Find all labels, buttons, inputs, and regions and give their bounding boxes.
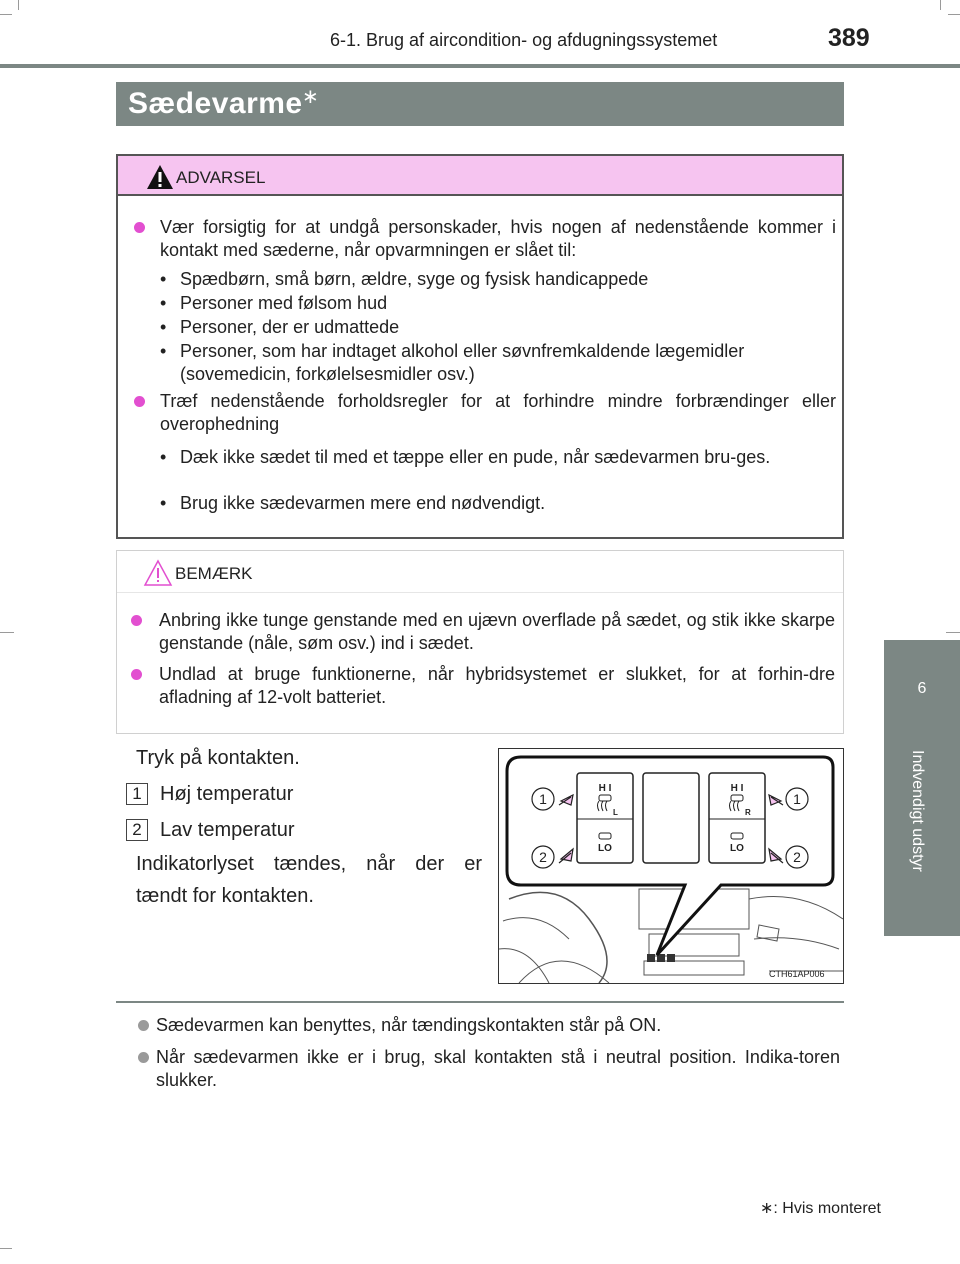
seat-heater-switch-figure	[498, 748, 844, 984]
callout-number: 1	[539, 791, 547, 807]
figure-code: CTH61AP006	[769, 969, 825, 979]
note-heading: BEMÆRK	[175, 564, 253, 583]
warning-header	[118, 156, 842, 196]
sub-bullet-icon: •	[160, 293, 167, 313]
bullet-icon	[134, 222, 145, 233]
header-rule	[0, 64, 960, 68]
crop-mark	[940, 0, 941, 10]
footer-note: Sædevarmen kan benyttes, når tændingskontakten står på ON.	[156, 1015, 662, 1035]
warning-subitem: Personer, der er udmattede	[180, 317, 400, 337]
warning-subitem: Dæk ikke sædet til med et tæppe eller en pude, når sædevarmen bru-ges.	[180, 447, 771, 467]
warning-subitem: Personer, som har indtaget alkohol eller søvnfremkaldende lægemidler (sovemedicin, forkølelsesmidler osv.)	[180, 341, 745, 384]
note-item: Anbring ikke tunge genstande med en ujævn overflade på sædet, og stik ikke skarpe genstande (nåle, søm osv.) ind i sædet.	[159, 610, 835, 653]
bullet-icon	[138, 1020, 149, 1031]
sub-bullet-icon: •	[160, 447, 167, 467]
step-number-badge: 1	[126, 783, 148, 805]
warning-triangle-icon	[146, 164, 174, 190]
footer-note: Når sædevarmen ikke er i brug, skal kontakten stå i neutral position. Indika-toren slukker.	[156, 1047, 840, 1090]
bullet-icon	[131, 669, 142, 680]
hi-label: H I	[730, 783, 744, 794]
section-title-bar	[116, 82, 844, 126]
footnote: ∗: Hvis monteret	[760, 1200, 881, 1217]
note-header	[117, 551, 843, 593]
lo-label: LO	[730, 843, 744, 854]
step-label: Høj temperatur	[160, 783, 294, 805]
note-item: Undlad at bruge funktionerne, når hybridsystemet er slukket, for at forhin-dre afladning af 12-volt batteriet.	[159, 664, 835, 707]
caution-triangle-icon	[143, 559, 173, 587]
crop-mark	[946, 632, 960, 633]
crop-mark	[0, 14, 12, 15]
indicator-text: tændt for kontakten.	[136, 885, 314, 907]
warning-item: Træf nedenstående forholdsregler for at forhindre mindre forbrændinger eller overophedning	[160, 391, 836, 434]
callout-number: 1	[793, 791, 801, 807]
bullet-icon	[138, 1052, 149, 1063]
crop-mark	[0, 632, 14, 633]
left-seat-label: L	[613, 808, 618, 817]
optional-equipment-star: ∗	[302, 86, 319, 108]
warning-item: Vær forsigtig for at undgå personskader, hvis nogen af nedenstående kommer i kontakt med sæderne, når opvarmningen er slået til:	[160, 217, 836, 260]
section-title: Sædevarme	[128, 87, 303, 120]
chapter-side-tab	[884, 640, 960, 936]
indicator-text: Indikatorlyset tændes, når der er	[136, 853, 482, 875]
bullet-icon	[134, 396, 145, 407]
lo-label: LO	[598, 843, 612, 854]
callout-number: 2	[539, 849, 547, 865]
crop-mark	[18, 0, 19, 10]
sub-bullet-icon: •	[160, 493, 167, 513]
crop-mark	[948, 14, 960, 15]
sub-bullet-icon: •	[160, 269, 167, 289]
right-seat-label: R	[745, 808, 751, 817]
sub-bullet-icon: •	[160, 317, 167, 337]
chapter-title: 6-1. Brug af aircondition- og afdugningssystemet	[330, 30, 718, 50]
note-box	[116, 550, 844, 734]
page-number: 389	[828, 24, 870, 52]
switch-illustration	[499, 749, 843, 983]
warning-subitem: Personer med følsom hud	[180, 293, 388, 313]
hi-label: H I	[598, 783, 612, 794]
callout-number: 2	[793, 849, 801, 865]
warning-heading: ADVARSEL	[176, 168, 266, 187]
side-tab-number: 6	[917, 680, 927, 697]
sub-bullet-icon: •	[160, 341, 167, 361]
warning-subitem: Brug ikke sædevarmen mere end nødvendigt.	[180, 493, 546, 513]
step-number-badge: 2	[126, 819, 148, 841]
warning-subitem: Spædbørn, små børn, ældre, syge og fysisk handicappede	[180, 269, 649, 289]
crop-mark	[0, 1248, 12, 1249]
step-label: Lav temperatur	[160, 819, 295, 841]
side-tab-label: Indvendigt udstyr	[909, 750, 926, 872]
section-divider	[116, 1001, 844, 1003]
bullet-icon	[131, 615, 142, 626]
warning-box	[116, 154, 844, 539]
instruction-intro: Tryk på kontakten.	[136, 747, 300, 769]
